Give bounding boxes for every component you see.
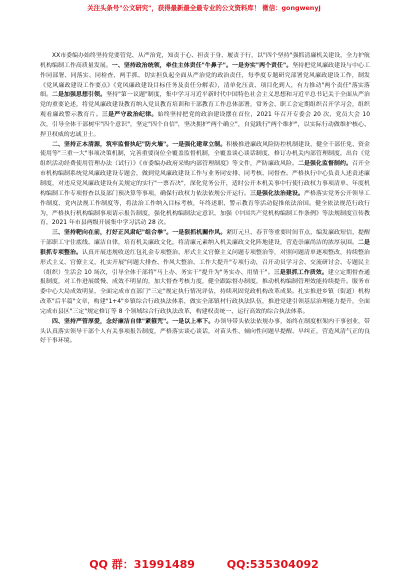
body-run: 建立定期督查通报制度，对工作进展缓慢、成效不明显的，加大督查考核力度，健全跟踪督办制度，推动机构编制管理效能持续提升。服务市委中心大局成效明显，全面完成市直部门"三定"规定执行情况评估，持续巩固党政机构改革成果。扎实推进乡镇（街道）机构改革"后半篇"文章，构建"1+4"乡镇综合行政执法体系，做实全部镇村行政执法队伍，推进党建引领基层治理能力提升，全面完成市县区"三定"规定修订等 8 个领域综合行政执法改革，构建权责统一、运行高效的综合执法体系。 — [40, 269, 370, 315]
heading-run: 二是加强思想引领。 — [52, 92, 107, 99]
paragraph-2 — [40, 141, 370, 230]
paragraph-3 — [40, 229, 370, 318]
body-run: 积极推进廉政风险防控机制建设，健全干部任免、资金使用等"三重一大"事项决策机制，完善重要岗位全覆盖监督机制，全覆盖谈心谈话制度，修订办机关内部管理制度，出台《党组织活动经费使用管理办法（试行）》《市委编办政府采购内部管理制度》等文件，严防廉政风险。 — [40, 141, 370, 168]
body-run: 紧盯元旦、春节等重要时间节点，编发廉政短信，提醒干部职工守住底线、廉洁自律，培育机关廉政文化，将清廉元素纳入机关廉政文化阵地建设，营造崇廉尚洁的浓厚氛围。 — [40, 230, 370, 247]
header-banner — [0, 4, 408, 13]
body-run: 严格落实党务公开领导工作制度、党内法规工作制度等，将法治工作纳入目标考核，年终述职、警示教育等活动促推依法治国。健全依法规范行政行为，严格执行机构编制事项请示报告制度，强化机构编制法定意识，加强《中国共产党机构编制工作条例》等法规制度宣传教育，2021 年市县两级开展集中学习活动 28 次。 — [40, 190, 370, 227]
heading-run: 三是狠抓工作质效。 — [273, 269, 328, 276]
heading-run: 二、坚持正本清源，筑牢监督执纪"防火墙"。一是强化建章立制。 — [52, 141, 227, 148]
heading-run: 二是狠抓专项整治。 — [40, 240, 370, 256]
heading-run: 三、坚持靶向在前，打好正风肃纪"组合拳"。一是狠抓机關作风。 — [52, 230, 227, 237]
footer-qq-number: QQ:535304092 — [226, 558, 319, 571]
body-run: 召开全市机构编制系统党风廉政建设专题会，做到党风廉政建设工作与业务同安排、同考核、同督查。严格执行中心负责人述责述廉制度，对违反党风廉政建设有关规定的实行"一票否决"，深化党务公开，适时公开本机关事中行使行政权力事项清单、年度机构编制工作专项督查以及部门预决算等事项，确保行政权力依法依规公开运行。 — [40, 161, 371, 197]
paragraph-1 — [40, 52, 370, 141]
heading-run: 三是强化法治建设。 — [250, 190, 305, 197]
heading-run: 三是严守政治纪律。 — [101, 112, 158, 119]
footer-qq-group: QQ 群：31991489 — [89, 558, 195, 571]
body-run: 认真开展违规收送红包礼金专项整治、形式主义官僚主义问题专项整治等，对照问题清单逐项整改，持续整治形式主义、官僚主义，扎实开展"问题大排查、作风大整治、工作大提升"专项行动，召开动员学习会、交流研讨会、专题民主（组织）生活会 10 场次，引导全体干部将"马上办、务实干"提升为"务实办、用情干"。 — [40, 249, 370, 276]
body-run: XX市委编办始终坚持党要管党、从严治党，知责于心、担责于身、履责于行，以"四个坚持"强抓清廉机关建设，全力护航机构编制工作高质量发展。 — [40, 53, 370, 69]
heading-run: 二是强化监督制约。 — [298, 161, 353, 168]
document-body — [40, 52, 370, 347]
paragraph-4 — [40, 318, 370, 348]
heading-run: 四、坚持严管厚爱，念好廉洁自律"紧箍咒"。一是以上率下。 — [52, 318, 215, 325]
heading-run: 一、坚持政治统领，牵住主体责任"牛鼻子"。一是夯实"两个责任"。 — [111, 62, 293, 69]
body-run: 办领导带头依法依规办事，始终在制度框架内干事创业，带头认真落实领导干部个人有关事项报告制度，严格落实谈心谈话，对苗头性、倾向性问题早提醒、早纠正，营造风清气正的良好干事环境。 — [40, 318, 370, 345]
body-run: 坚持"第一议题"制度，集中学习习近平新时代中国特色社会主义思想和习近平总书记关于全面从严治党的重要论述，将党风廉政建设教育纳入党员教育培训和干部教育工作总体部署，常务会、职工会定期组织召开学习会，组织观看廉政警示教育片。 — [40, 92, 370, 119]
body-run: 坚持把党风廉政建设与中心工作同部署、同落实、同检查，两手抓、切实担负起全面从严治党的政治责任，每季度专题研究部署党风廉政建设工作，制发《党风廉政建设工作要点》《党风廉政建设目标任务及责任分解表》，清单化压责、项目化到人，有力推动"两个责任"落实落细。 — [40, 62, 370, 99]
banner-text: 关注头条号"公文研究"，获得最新最全最专业的公文资料库！ 微信：gongwenyj — [87, 4, 321, 12]
footer-contact — [0, 558, 408, 572]
body-run: 始终坚持把党的政治建设摆在首位，2021 年召开专委会 20 次、党员大会 10 次，引导全体干部树牢"四个意识"，坚定"四个自信"，坚决拥护"两个确立"，自觉践行"两个维护"，以实际行动做维护核心、捍卫权威的忠诚卫士。 — [40, 112, 371, 138]
